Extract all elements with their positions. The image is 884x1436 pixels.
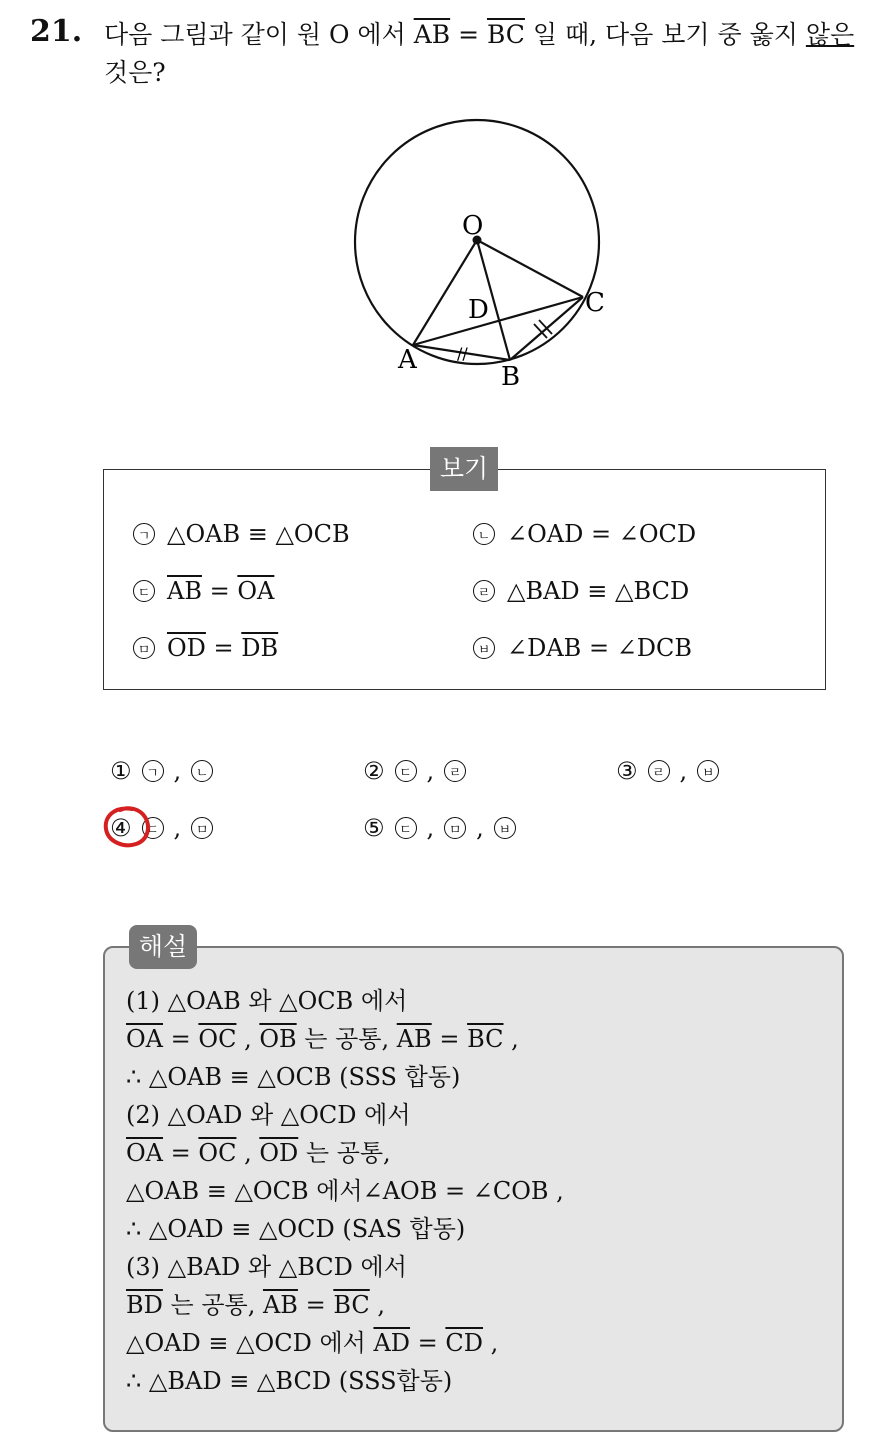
bogi-item-6 [473, 634, 692, 662]
mark-giyeok-icon: ㄱ [133, 523, 155, 545]
solution-line-9: $\overline{BD}$ 는 공통, $\overline{AB} = \overline{BC}$ , [126, 1291, 386, 1319]
solution-line-10: △OAD ≡ △OCD 에서 $\overline{AD} = \overline{CD}$ , [126, 1329, 499, 1357]
bogi-item-text: △BAD ≡ △BCD [507, 577, 690, 605]
mark-bieup-icon: ㅂ [494, 817, 516, 839]
solution-line-3: ∴ △OAB ≡ △OCB (SSS 합동) [126, 1063, 461, 1091]
choice-3[interactable]: ③ ㄹ , ㅂ [616, 757, 719, 785]
bogi-item-text: ∠OAD = ∠OCD [507, 520, 697, 548]
solution-line-1: (1) △OAB 와 △OCB 에서 [126, 987, 408, 1015]
choice-2[interactable]: ② ㄷ , ㄹ [363, 757, 466, 785]
label-b: B [501, 362, 521, 392]
choice-number: ② [363, 757, 385, 785]
solution-line-6: △OAB ≡ △OCB 에서∠AOB = ∠COB , [126, 1177, 564, 1205]
solution-line-4: (2) △OAD 와 △OCD 에서 [126, 1101, 411, 1129]
label-o: O [462, 211, 484, 241]
bogi-item-2 [473, 520, 696, 548]
choice-number: ④ [110, 814, 132, 842]
question-number: 21. [30, 14, 83, 49]
choice-5[interactable]: ⑤ ㄷ , ㅁ , ㅂ [363, 814, 516, 842]
mark-mieum-icon: ㅁ [444, 817, 466, 839]
choice-number: ③ [616, 757, 638, 785]
segment-oc-line [477, 240, 583, 297]
mark-mieum-icon: ㅁ [133, 637, 155, 659]
mark-bieup-icon: ㅂ [697, 760, 719, 782]
mark-digeut-icon: ㄷ [395, 760, 417, 782]
mark-digeut-icon: ㄷ [142, 817, 164, 839]
segment-bc: $\overline{BC}$ [486, 20, 525, 49]
equals-sign: = [450, 20, 487, 49]
tick-mark-bc [534, 320, 552, 338]
question-text [104, 16, 874, 92]
bogi-item-4 [473, 577, 689, 605]
label-c: C [585, 288, 605, 318]
question-text-mid: 일 때, 다음 보기 중 옳지 [524, 20, 806, 49]
bogi-item-text: ∠DAB = ∠DCB [507, 634, 693, 662]
label-d: D [468, 295, 489, 325]
solution-line-7: ∴ △OAD ≡ △OCD (SAS 합동) [126, 1215, 466, 1243]
bogi-item-text: $\overline{OD} = \overline{DB}$ [167, 634, 279, 662]
answer-ring-icon [102, 805, 154, 851]
choice-1[interactable]: ① ㄱ , ㄴ [110, 757, 213, 785]
bogi-label: 보기 [430, 447, 498, 491]
bogi-item-1 [133, 520, 350, 548]
question-underlined: 않은 [805, 20, 855, 49]
label-a: A [398, 345, 417, 375]
bogi-item-5 [133, 634, 278, 662]
solution-line-8: (3) △BAD 와 △BCD 에서 [126, 1253, 407, 1281]
bogi-item-text: △OAB ≡ △OCB [167, 520, 350, 548]
solution-line-5: $\overline{OA} = \overline{OC}$ , $\overline{OD}$ 는 공통, [126, 1139, 391, 1167]
bogi-item-3 [133, 577, 274, 605]
mark-mieum-icon: ㅁ [191, 817, 213, 839]
mark-giyeok-icon: ㄱ [142, 760, 164, 782]
question-text-after: 것은? [104, 58, 166, 87]
choice-4[interactable]: ④ ㄷ , ㅁ [110, 814, 213, 842]
mark-bieup-icon: ㅂ [473, 637, 495, 659]
mark-digeut-icon: ㄷ [395, 817, 417, 839]
mark-rieul-icon: ㄹ [648, 760, 670, 782]
mark-nieun-icon: ㄴ [473, 523, 495, 545]
solution-line-2: $\overline{OA} = \overline{OC}$ , $\overline{OB}$ 는 공통, $\overline{AB} = \overline{BC}$ , [126, 1025, 519, 1053]
choice-number: ① [110, 757, 132, 785]
solution-label: 해설 [129, 925, 197, 969]
segment-ab: $\overline{AB}$ [413, 20, 451, 49]
mark-digeut-icon: ㄷ [133, 580, 155, 602]
solution-text [126, 982, 564, 1400]
tick-mark-ab: // [457, 344, 468, 363]
choice-number: ⑤ [363, 814, 385, 842]
question-text-before: 다음 그림과 같이 원 O 에서 [104, 20, 414, 49]
mark-rieul-icon: ㄹ [473, 580, 495, 602]
circle-figure [340, 110, 630, 400]
mark-rieul-icon: ㄹ [444, 760, 466, 782]
mark-nieun-icon: ㄴ [191, 760, 213, 782]
bogi-item-text: $\overline{AB} = \overline{OA}$ [167, 577, 275, 605]
solution-line-11: ∴ △BAD ≡ △BCD (SSS합동) [126, 1367, 453, 1395]
